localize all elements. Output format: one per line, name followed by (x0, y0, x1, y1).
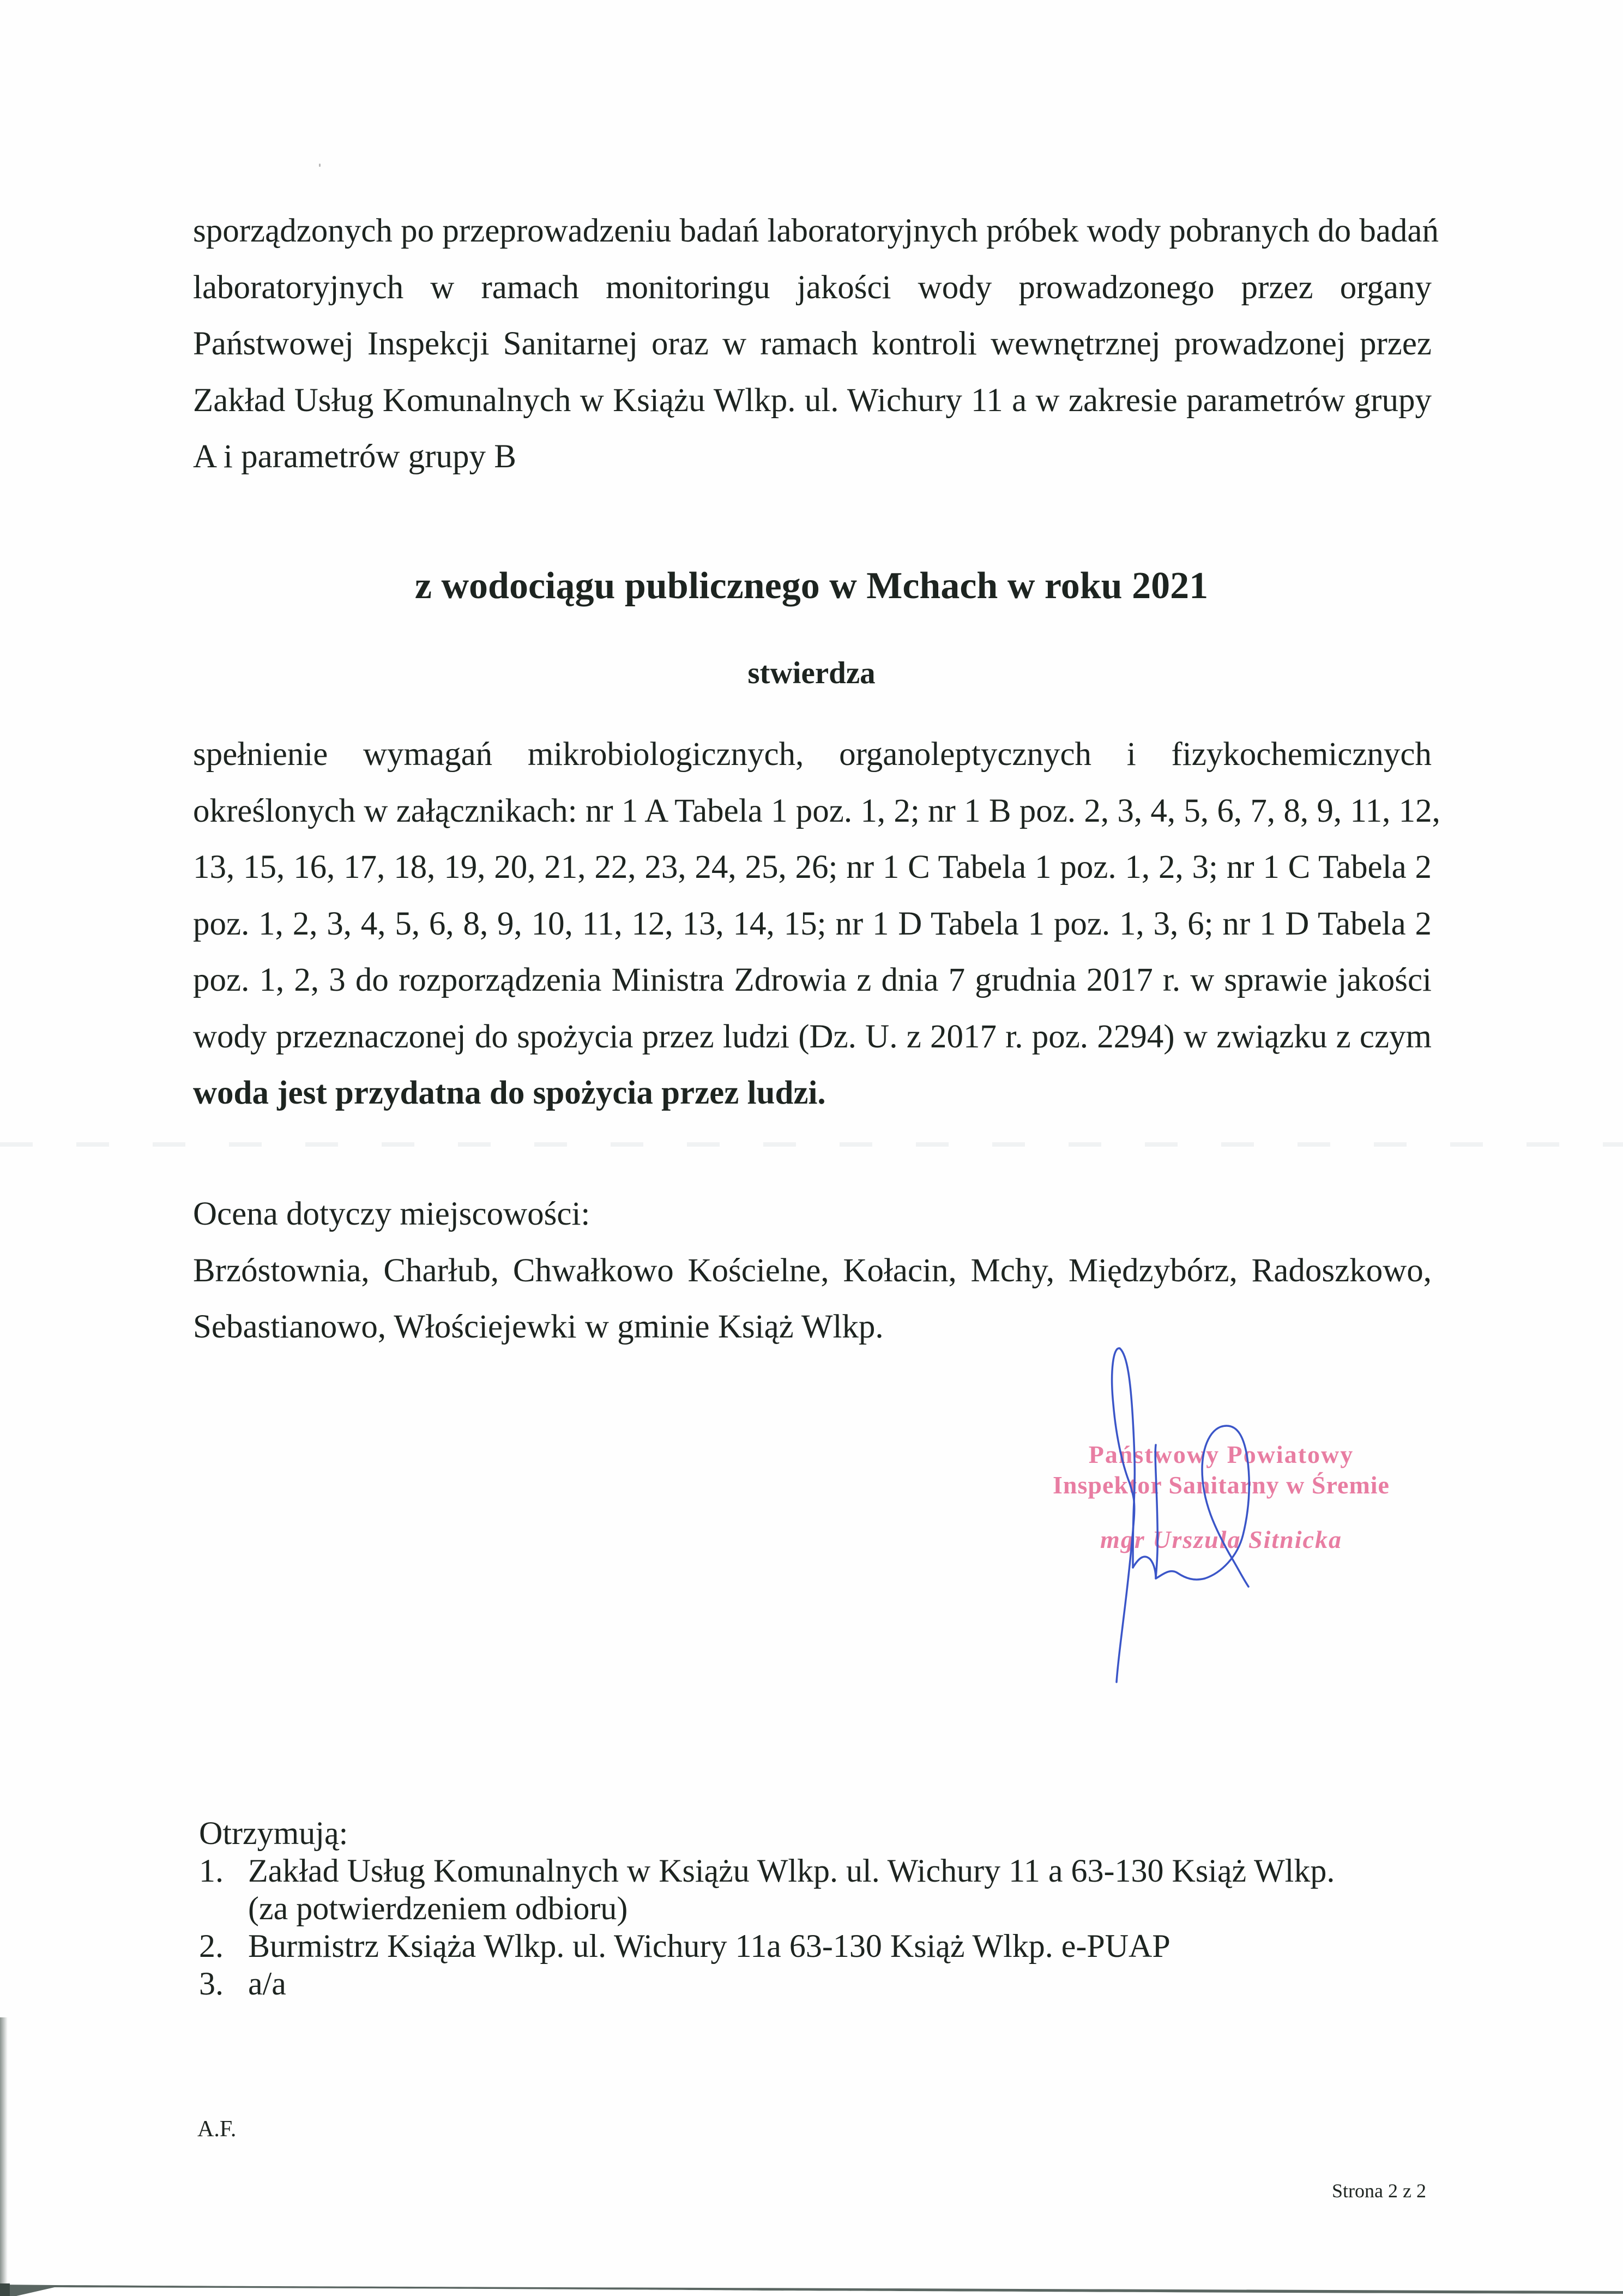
recipient-item (199, 1965, 1335, 2003)
document-subtitle: stwierdza (747, 656, 876, 690)
findings-paragraph (193, 726, 1440, 1122)
locations-line: Sebastianowo, Włościejewki w gminie Książ Wlkp. (193, 1309, 884, 1345)
locations-label: Ocena dotyczy miejscowości: (193, 1196, 590, 1232)
page-number: Strona 2 z 2 (1332, 2180, 1426, 2202)
recipient-text: Zakład Usług Komunalnych w Książu Wlkp. ul. Wichury 11 a 63-130 Książ Wlkp. (248, 1853, 1335, 1889)
scan-fleck (319, 164, 321, 167)
scan-bottom-edge (0, 2283, 1623, 2296)
recipient-number: 2. (199, 1928, 224, 1964)
document-title: z wodociągu publicznego w Mchach w roku 2021 (414, 565, 1209, 607)
author-initials: A.F. (197, 2117, 237, 2142)
recipients-section (199, 1815, 1335, 2003)
intro-line: sporządzonych po przeprowadzeniu badań laboratoryjnych próbek wody pobranych do badań (193, 213, 1439, 249)
stamp-line-name: mgr Urszula Sitnicka (1100, 1526, 1342, 1553)
scan-streak (0, 1142, 1623, 1147)
recipients-label: Otrzymują: (199, 1815, 348, 1851)
findings-line: wody przeznaczonej do spożycia przez ludzi (Dz. U. z 2017 r. poz. 2294) w związku z czym (193, 1018, 1432, 1055)
intro-line: Państwowej Inspekcji Sanitarnej oraz w ramach kontroli wewnętrznej prowadzonej przez (193, 326, 1432, 362)
recipient-text: Burmistrz Książa Wlkp. ul. Wichury 11a 63-130 Książ Wlkp. e-PUAP (248, 1928, 1171, 1964)
intro-line: laboratoryjnych w ramach monitoringu jakości wody prowadzonego przez organy (193, 269, 1432, 306)
stamp-line-office: Państwowy Powiatowy (1088, 1441, 1354, 1468)
recipient-number: 3. (199, 1966, 224, 2002)
findings-line: spełnienie wymagań mikrobiologicznych, organoleptycznych i fizykochemicznych (193, 736, 1432, 773)
recipient-text: a/a (248, 1966, 286, 2002)
recipient-item (199, 1852, 1335, 1890)
findings-line: 13, 15, 16, 17, 18, 19, 20, 21, 22, 23, 24, 25, 26; nr 1 C Tabela 1 poz. 1, 2, 3; nr 1 C Tabela 2 (193, 849, 1432, 885)
recipient-number: 1. (199, 1853, 224, 1889)
findings-line: określonych w załącznikach: nr 1 A Tabela 1 poz. 1, 2; nr 1 B poz. 2, 3, 4, 5, 6, 7, 8, 9, 11, 12, (193, 792, 1440, 829)
recipient-note-text: (za potwierdzeniem odbioru) (248, 1890, 628, 1926)
official-stamp (1025, 1439, 1417, 1555)
recipient-item (199, 1927, 1335, 1965)
findings-line: poz. 1, 2, 3, 4, 5, 6, 8, 9, 10, 11, 12, 13, 14, 15; nr 1 D Tabela 1 poz. 1, 3, 6; nr 1 D Tabela 2 (193, 905, 1432, 942)
stamp-line-title: Inspektor Sanitarny w Śremie (1053, 1471, 1390, 1499)
locations-section (193, 1186, 1432, 1355)
recipient-note (199, 1890, 1335, 1927)
conclusion-text: woda jest przydatna do spożycia przez ludzi. (193, 1075, 826, 1111)
intro-line: Zakład Usług Komunalnych w Książu Wlkp. ul. Wichury 11 a w zakresie parametrów grupy (193, 382, 1432, 419)
intro-line: A i parametrów grupy B (193, 438, 516, 475)
locations-line: Brzóstownia, Charłub, Chwałkowo Kościelne, Kołacin, Mchy, Międzybórz, Radoszkowo, (193, 1252, 1432, 1289)
scan-left-edge (0, 2017, 8, 2296)
findings-line: poz. 1, 2, 3 do rozporządzenia Ministra Zdrowia z dnia 7 grudnia 2017 r. w sprawie jakości (193, 962, 1432, 998)
intro-paragraph (193, 203, 1439, 485)
